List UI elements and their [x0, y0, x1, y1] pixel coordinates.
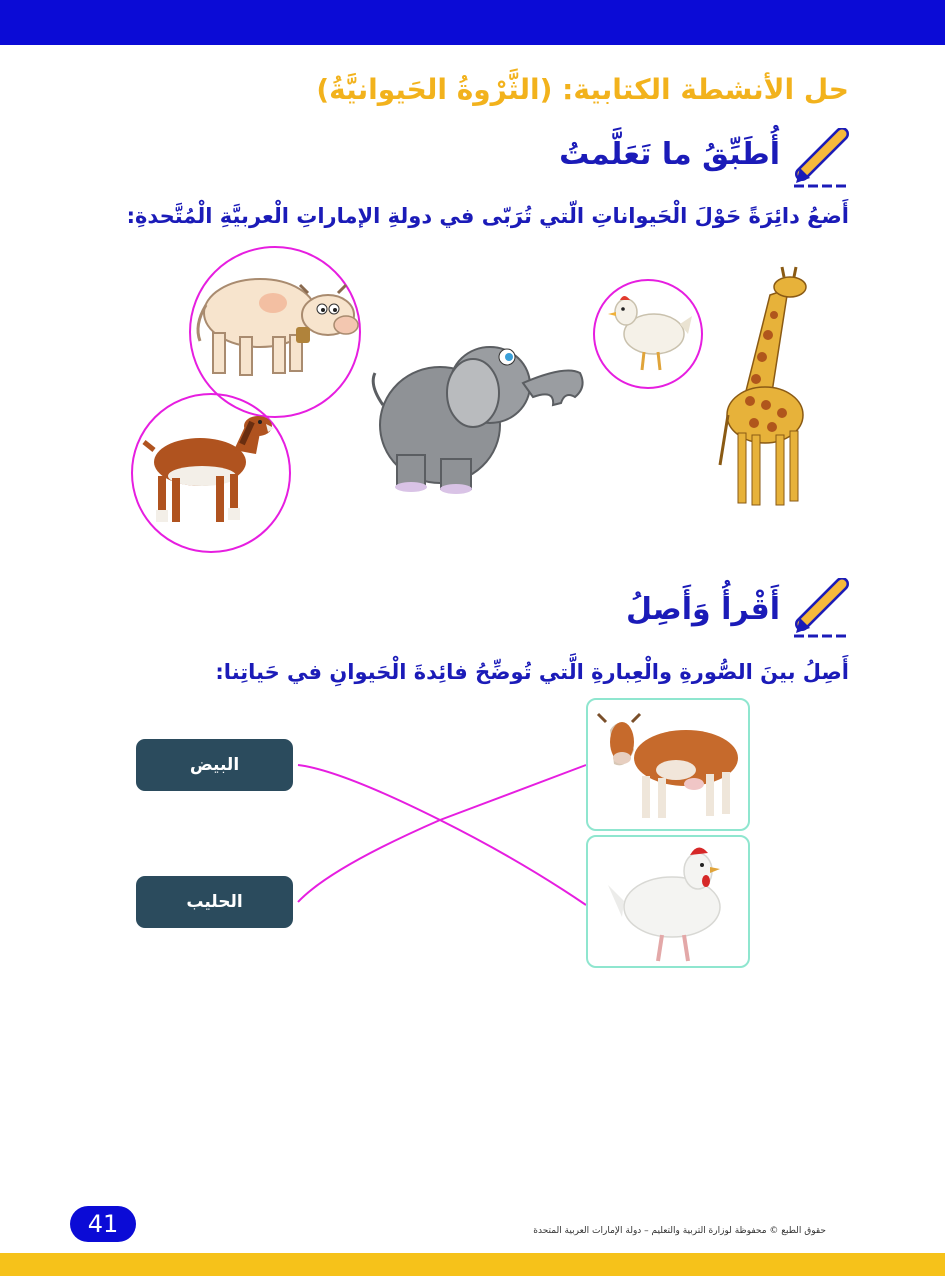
page-heading: حل الأنشطة الكتابية: (الثَّرْوةُ الحَيوانيَّةُ): [316, 73, 849, 106]
picture-box-cow[interactable]: [586, 698, 750, 831]
section-title-apply: أُطَبِّقُ ما تَعَلَّمتُ: [559, 137, 780, 172]
section-title-read-match: أَقْرأُ وَأَصِلُ: [625, 592, 780, 627]
bottom-bar: [0, 1253, 945, 1276]
label-milk[interactable]: الحليب: [136, 876, 293, 928]
copyright-text: حقوق الطبع © محفوظة لوزارة التربية والتعليم – دولة الإمارات العربية المتحدة: [533, 1226, 826, 1236]
label-eggs[interactable]: البيض: [136, 739, 293, 791]
chicken-photo-icon: [588, 837, 748, 966]
page-number: 41: [70, 1206, 136, 1242]
line-eggs-to-chicken: [298, 765, 586, 905]
picture-box-chicken[interactable]: [586, 835, 750, 968]
instruction-match: أَصِلُ بينَ الصُّورةِ والْعِبارةِ الَّتي تُوضِّحُ فائِدةَ الْحَيوانِ في حَياتِنا:: [215, 660, 849, 684]
cow-photo-icon: [588, 700, 748, 829]
instruction-circle: أَضعُ دائِرَةً حَوْلَ الْحَيواناتِ الّتي تُرَبّى في دولةِ الإماراتِ الْعربيَّةِ الْمُتَّحدةِ:: [126, 204, 849, 228]
line-milk-to-cow: [298, 765, 586, 902]
